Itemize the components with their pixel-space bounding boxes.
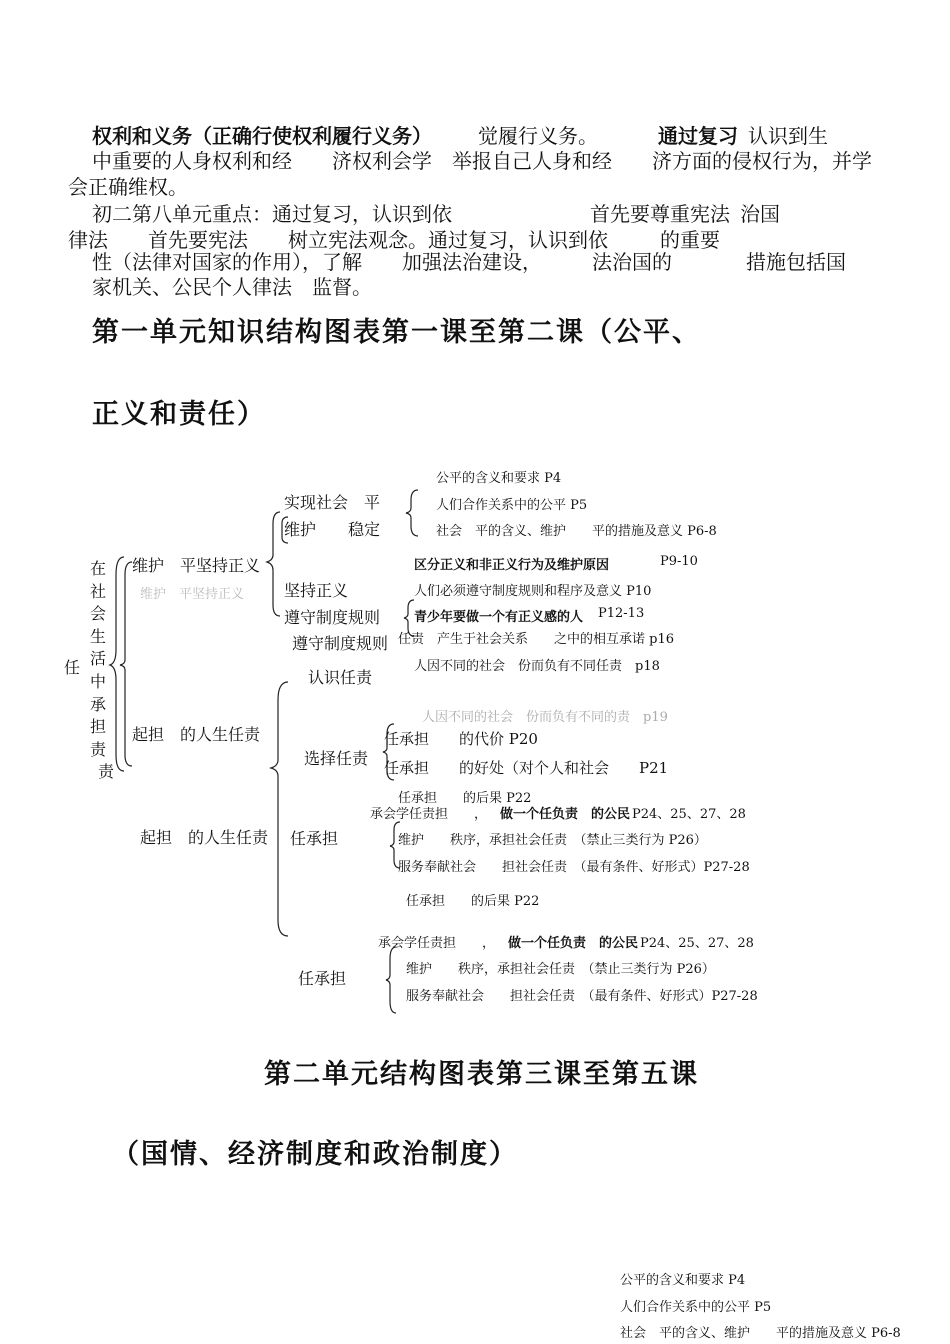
intro-line4-b: 首先要尊重宪法 (590, 202, 730, 226)
leaf-responsibility-roles: 人因不同的社会 份而负有不同任责 p18 (414, 659, 660, 674)
responsibility-bracket (268, 680, 290, 940)
intro-line1-b: 觉履行义务。 (478, 124, 598, 148)
intro-line6-b: 法治国的 (592, 250, 672, 274)
intro-line5-a: 律法 首先要宪法 树立宪法观念。通过复习，认识到依 (68, 228, 608, 252)
leaf-bear-consequence: 任承担 的后果 P22 (398, 791, 532, 806)
leaf-distinguish-justice-page: P9-10 (660, 554, 698, 569)
node-stability: 维护 稳定 (284, 520, 381, 539)
root-char: 担 (90, 717, 107, 737)
intro-line2: 中重要的人身权利和经 济权利会学 举报自己人身和经 济方面的侵权行为，并学 (92, 149, 872, 173)
root-vertical-label (90, 558, 115, 784)
unit1-title-line1: 第一单元知识结构图表第一课至第二课（公平、 (92, 317, 701, 348)
footer-item: 人们合作关系中的公平 P5 (620, 1300, 772, 1315)
unit2-title-line1: 第二单元结构图表第三课至第五课 (264, 1059, 699, 1090)
intro-line1-a: 权利和义务（正确行使权利履行义务） (92, 124, 432, 148)
leaf-fairness-cooperation: 人们合作关系中的公平 P5 (436, 498, 588, 513)
unit2-title-line2: （国情、经济制度和政治制度） (112, 1139, 518, 1170)
root-char: 责 (98, 762, 115, 782)
level1-maintain-justice: 维护 平坚持正义 (132, 556, 261, 575)
leaf-bear-order: 维护 秩序，承担社会任责 （禁止三类行为 P26） (398, 833, 707, 848)
leaf-bear-citizen: 做一个任负责 的公民 (500, 807, 631, 822)
leaf-responsibility-roles-ghost: 人因不同的社会 份而负有不同的责 p19 (422, 710, 668, 725)
intro-line1-d: 认识到生 (748, 124, 828, 148)
footer-item: 社会 平的含义、维护 平的措施及意义 P6-8 (620, 1326, 901, 1341)
node-follow-rules-2: 遵守制度规则 (292, 634, 389, 653)
leaf-rules-procedure: 人们必须遵守制度规则和程序及意义 P10 (414, 584, 652, 599)
root-char: 在 (90, 559, 107, 578)
leaf-bear-pages-2: P24、25、27、28 (640, 936, 754, 951)
node-fairness: 实现社会 平 (284, 493, 381, 512)
intro-line6-c: 措施包括国 (746, 250, 846, 274)
node-know-responsibility: 认识任责 (308, 668, 373, 687)
root-mark: 任 (64, 658, 81, 677)
leaf-youth-justice: 青少年要做一个有正义感的人 (414, 610, 584, 625)
leaf-bear-consequence-2: 任承担 的后果 P22 (406, 894, 540, 909)
level1-bear-responsibility: 起担 的人生任责 (132, 725, 261, 744)
leaf-bear-pages: P24、25、27、28 (632, 807, 746, 822)
leaf-social-fairness: 社会 平的含义、维护 平的措施及意义 P6-8 (436, 524, 717, 539)
leaf-youth-justice-page: P12-13 (598, 606, 645, 621)
leaf-bear-citizen-2: 做一个任负责 的公民 (508, 936, 639, 951)
leaf-bear-learn: 承会学任责担 ， (370, 807, 488, 822)
root-char: 责 (90, 739, 107, 759)
node-choose-responsibility: 选择任责 (304, 749, 369, 768)
leaf-choose-cost: 任承担 的代价 P20 (384, 730, 538, 748)
intro-line1-c: 通过复习 (658, 124, 738, 148)
leaf-bear-serve-2: 服务奉献社会 担社会任责 （最有条件、好形式）P27-28 (406, 989, 758, 1004)
bearB-bracket (384, 945, 398, 1015)
root-char: 社 (90, 581, 107, 601)
intro-line6-a: 性（法律对国家的作用），了解 加强法治建设， (92, 250, 572, 274)
root-char: 活 (90, 649, 107, 669)
root-char: 中 (90, 671, 107, 691)
leaf-bear-learn-2: 承会学任责担 ， (378, 936, 496, 951)
node-uphold-justice: 坚持正义 (284, 581, 349, 600)
leaf-bear-order-2: 维护 秩序，承担社会任责 （禁止三类行为 P26） (406, 962, 715, 977)
root-char: 生 (90, 626, 107, 646)
leaf-responsibility-origin: 任责 产生于社会关系 之中的相互承诺 p16 (398, 632, 674, 647)
intro-line4-c: 治国 (740, 202, 780, 226)
intro-line5-b: 的重要 (660, 228, 720, 252)
intro-line4-a: 初二第八单元重点：通过复习，认识到依 (92, 202, 452, 226)
level1-bear-responsibility-2: 起担 的人生任责 (140, 828, 269, 847)
unit1-title-line2: 正义和责任） (92, 399, 266, 430)
leaf-fairness-meaning: 公平的含义和要求 P4 (436, 471, 562, 486)
node-follow-rules: 遵守制度规则 (284, 608, 381, 627)
leaf-choose-benefit: 任承担 的好处（对个人和社会 P21 (384, 759, 669, 777)
root-char: 会 (90, 604, 107, 624)
footer-item: 公平的含义和要求 P4 (620, 1273, 746, 1288)
intro-line7: 家机关、公民个人律法 监督。 (92, 275, 372, 299)
node-bear-responsibility: 任承担 (290, 829, 339, 848)
leaf-distinguish-justice: 区分正义和非正义行为及维护原因 (414, 558, 610, 573)
node-bear-responsibility-2: 任承担 (298, 969, 347, 988)
fairness-bracket (404, 488, 420, 538)
root-char: 承 (90, 694, 107, 714)
intro-line3: 会正确维权。 (68, 175, 188, 199)
level1-maintain-justice-ghost: 维护 平坚持正义 (140, 587, 245, 602)
leaf-bear-serve: 服务奉献社会 担社会任责 （最有条件、好形式）P27-28 (398, 860, 750, 875)
